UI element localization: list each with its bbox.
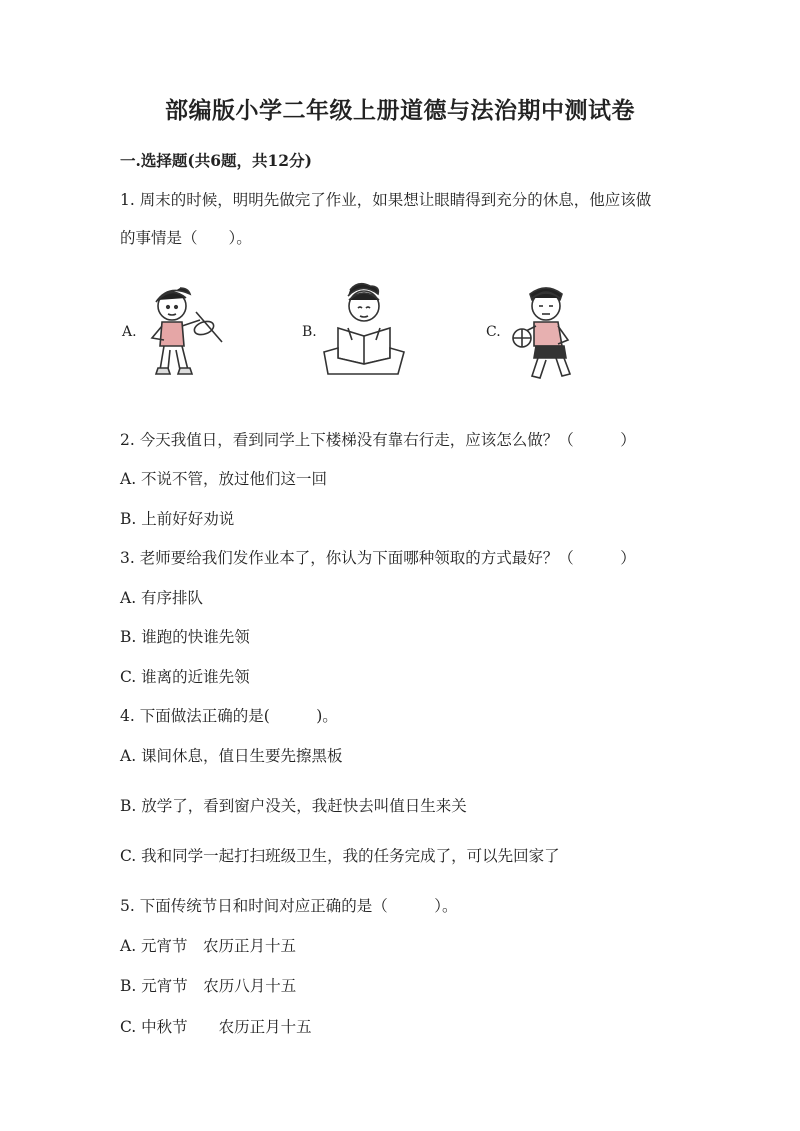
boy-playing-violin-image <box>138 282 228 386</box>
page-title: 部编版小学二年级上册道德与法治期中测试卷 <box>165 97 635 124</box>
question-1-option-c-label: C. <box>486 324 501 340</box>
question-3-option-c: C. 谁离的近谁先领 <box>120 668 250 686</box>
question-5-option-b: B. 元宵节 农历八月十五 <box>120 977 297 995</box>
question-4-option-a: A. 课间休息，值日生要先擦黑板 <box>120 747 343 765</box>
question-1-stem-line1: 1. 周末的时候，明明先做完了作业，如果想让眼睛得到充分的休息，他应该做 <box>120 191 652 209</box>
question-3-option-a: A. 有序排队 <box>120 589 204 607</box>
question-2-option-a: A. 不说不管，放过他们这一回 <box>120 470 328 488</box>
question-2-stem: 2. 今天我值日，看到同学上下楼梯没有靠右行走，应该怎么做？（ ） <box>120 431 636 449</box>
question-3-stem: 3. 老师要给我们发作业本了，你认为下面哪种领取的方式最好？（ ） <box>120 549 636 567</box>
question-5-stem: 5. 下面传统节日和时间对应正确的是（ ）。 <box>120 897 458 915</box>
question-4-option-c: C. 我和同学一起打扫班级卫生，我的任务完成了，可以先回家了 <box>120 847 560 865</box>
section-heading: 一.选择题(共6题，共12分) <box>120 151 312 170</box>
question-1-stem-line2: 的事情是（ ）。 <box>120 229 252 247</box>
question-2-option-b: B. 上前好好劝说 <box>120 510 235 528</box>
boy-playing-basketball-image <box>506 282 586 386</box>
question-5-option-a: A. 元宵节 农历正月十五 <box>120 937 297 955</box>
question-3-option-b: B. 谁跑的快谁先领 <box>120 628 250 646</box>
boy-reading-book-image <box>318 282 408 378</box>
question-4-option-b: B. 放学了，看到窗户没关，我赶快去叫值日生来关 <box>120 797 467 815</box>
question-4-stem: 4. 下面做法正确的是( )。 <box>120 707 338 725</box>
question-5-option-c: C. 中秋节 农历正月十五 <box>120 1018 312 1036</box>
question-1-option-a-label: A. <box>122 324 137 340</box>
question-1-option-b-label: B. <box>302 324 317 340</box>
